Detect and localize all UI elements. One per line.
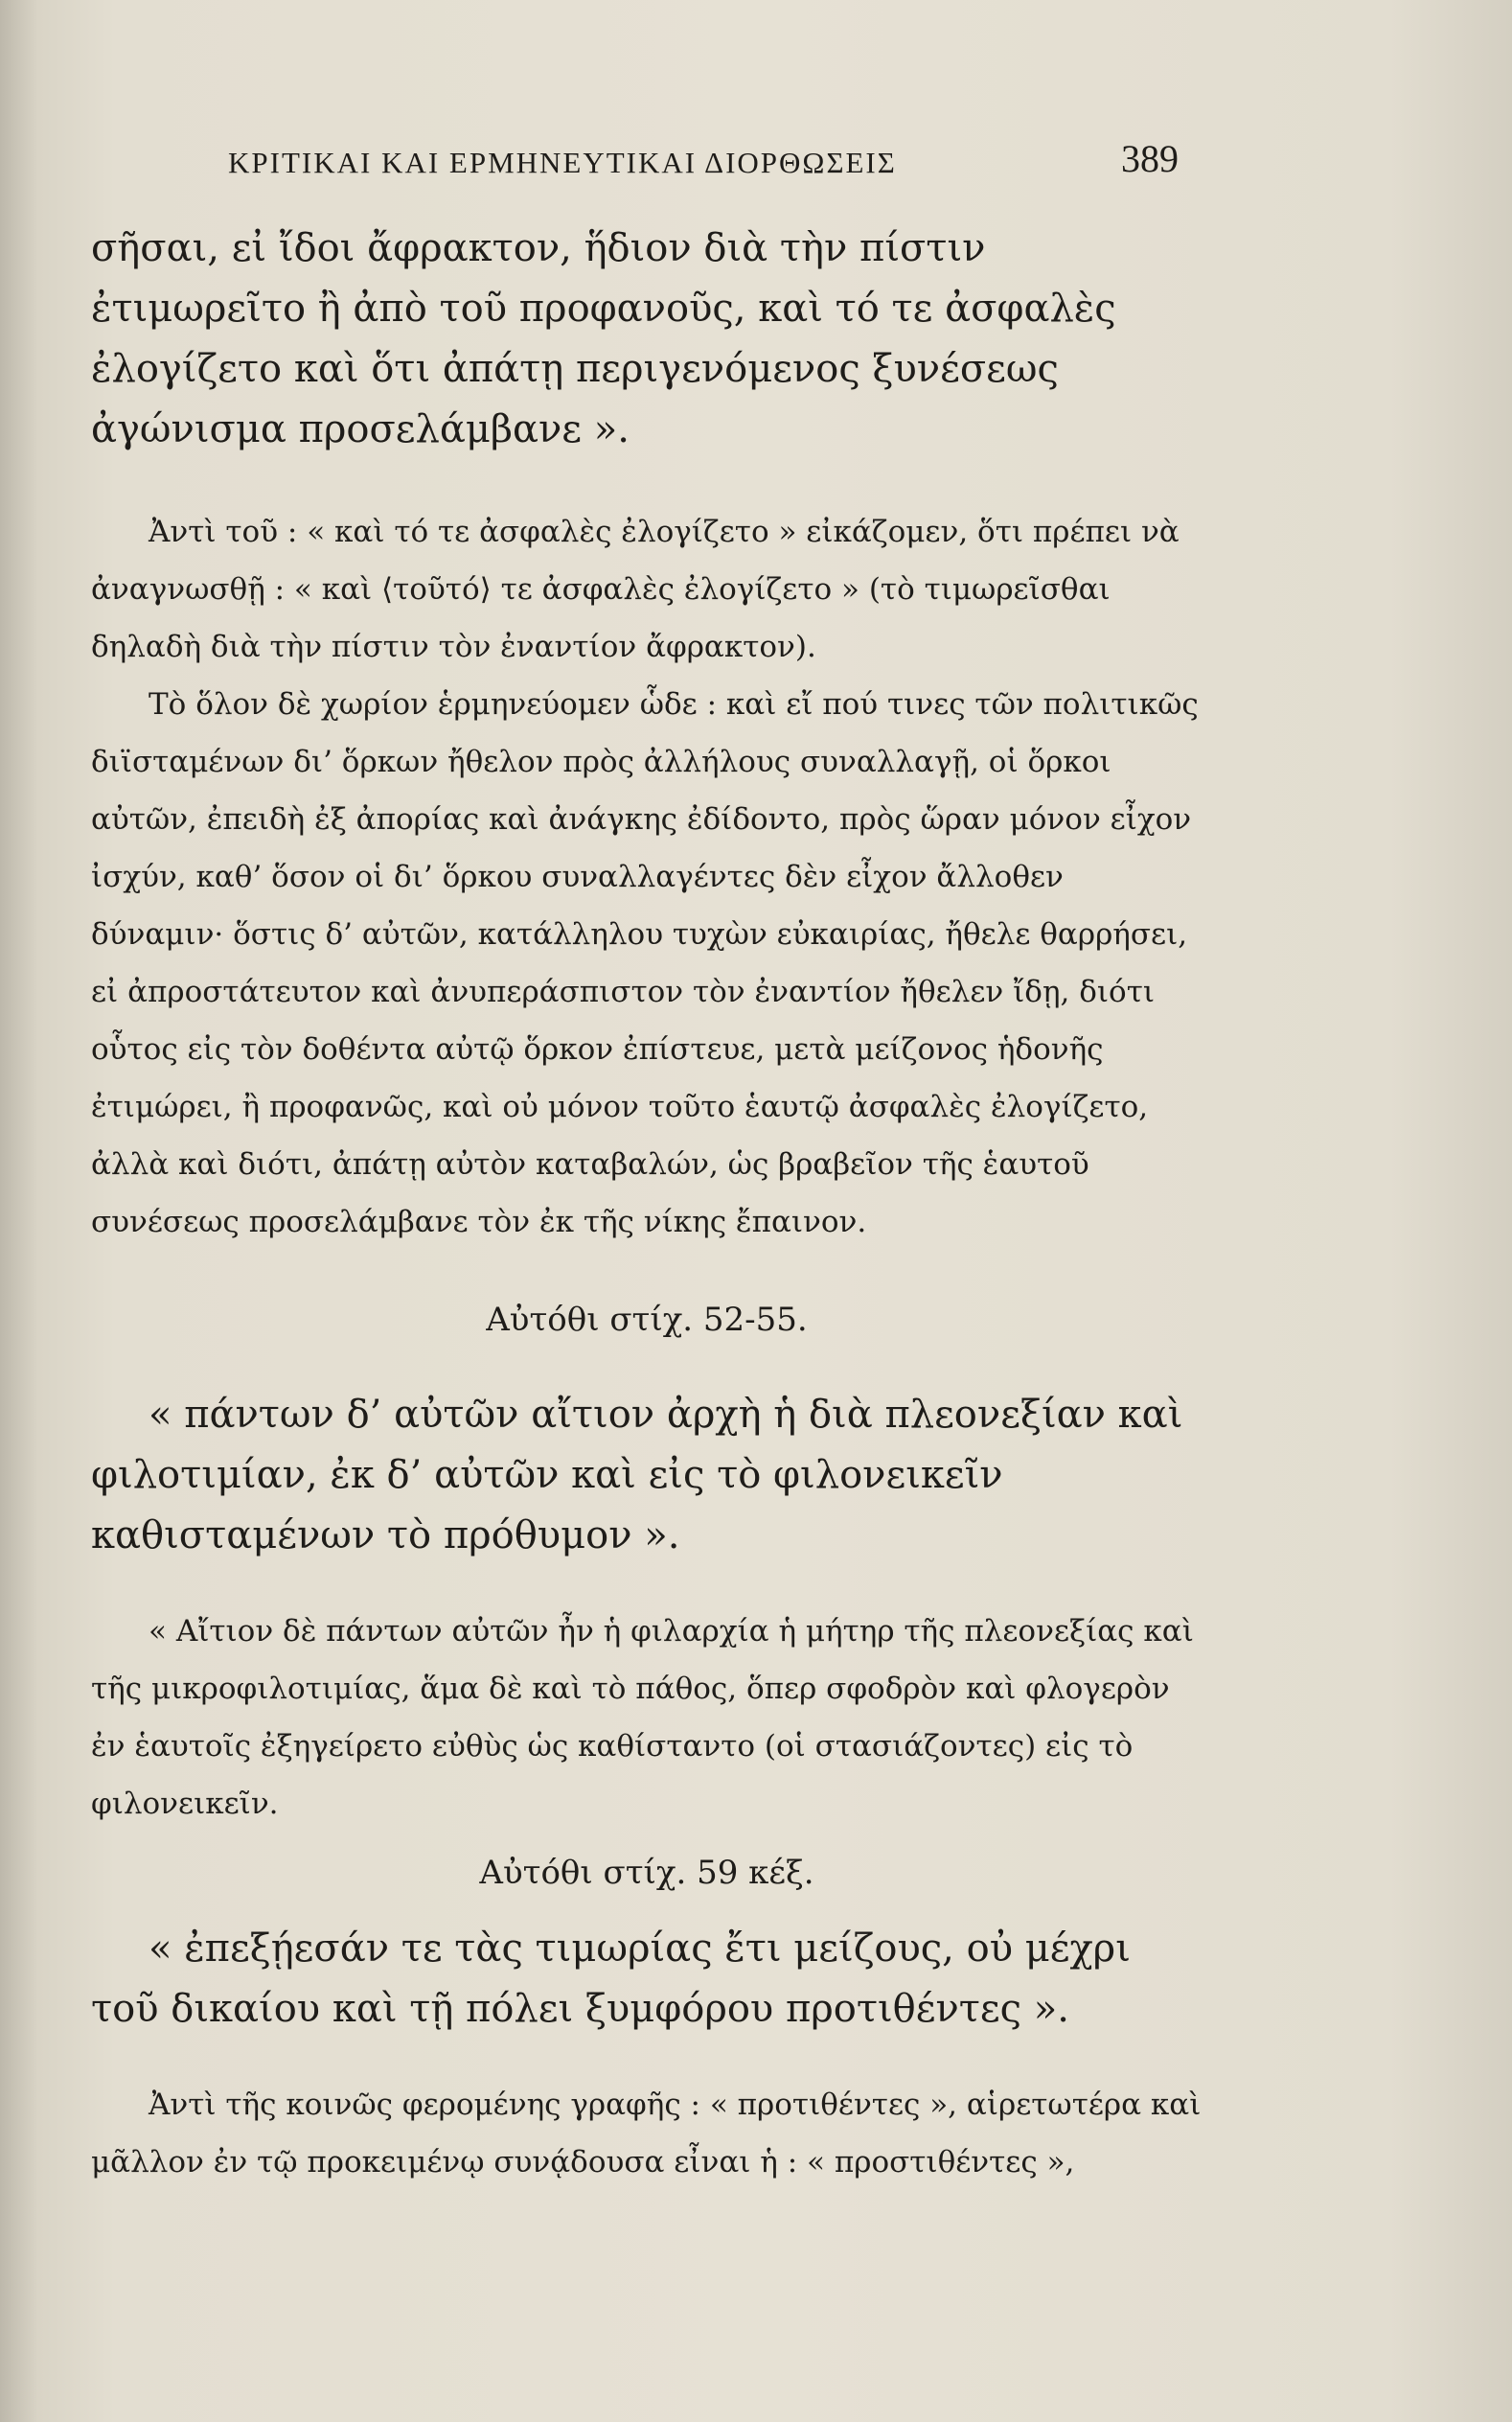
running-head (91, 125, 1203, 182)
section-heading-2: Αὐτόθι στίχ. 59 κέξ. (479, 1854, 814, 1892)
quote-paragraph-3: « ἐπεξῄεσάν τε τὰς τιμωρίας ἔτι μείζους, οὐ μέχρι τοῦ δικαίου καὶ τῇ πόλει ξυμφόρου προτιθέντες ». (91, 1926, 1131, 2031)
commentary-paragraph-3: « Αἴτιον δὲ πάντων αὐτῶν ἦν ἡ φιλαρχία ἡ μήτηρ τῆς πλεονεξίας καὶ τῆς μικροφιλοτιμίας, ἅμα δὲ καὶ τὸ πάθος, ὅπερ σφοδρὸν καὶ φλογερὸν ἐν ἑαυτοῖς ἐξηγείρετο εὐθὺς ὡς καθίσταντο (οἱ στασιάζοντες) εἰς τὸ φιλονεικεῖν. (91, 1614, 1194, 1821)
page-number: 389 (1121, 137, 1179, 180)
page-text (91, 125, 1203, 2191)
commentary-paragraph-1: Ἀντὶ τοῦ : « καὶ τό τε ἀσφαλὲς ἐλογίζετο » εἰκάζομεν, ὅτι πρέπει νὰ ἀναγνωσθῇ : « καὶ ⟨τοῦτό⟩ τε ἀσφαλὲς ἐλογίζετο » (τὸ τιμωρεῖσθαι δηλαδὴ διὰ τὴν πίστιν τὸν ἐναντίον ἄφρακτον). (91, 515, 1180, 664)
quote-paragraph-1: σῆσαι, εἰ ἴδοι ἄφρακτον, ἥδιον διὰ τὴν πίστιν ἐτιμωρεῖτο ἢ ἀπὸ τοῦ προφανοῦς, καὶ τό τε ἀσφαλὲς ἐλογίζετο καὶ ὅτι ἀπάτῃ περιγενόμενος ξυνέσεως ἀγώνισμα προσελάμβανε ». (91, 226, 1116, 451)
commentary-paragraph-4: Ἀντὶ τῆς κοινῶς φερομένης γραφῆς : « προτιθέντες », αἱρετωτέρα καὶ μᾶλλον ἐν τῷ προκειμένῳ συνᾴδουσα εἶναι ἡ : « προστιθέντες », (91, 2088, 1202, 2180)
running-title: ΚΡΙΤΙΚΑΙ ΚΑΙ ΕΡΜΗΝΕΥΤΙΚΑΙ ΔΙΟΡΘΩΣΕΙΣ (228, 146, 897, 179)
commentary-paragraph-2: Τὸ ὅλον δὲ χωρίον ἑρμηνεύομεν ὧδε : καὶ εἴ πού τινες τῶν πολιτικῶς διϊσταμένων δι’ ὅρκων ἤθελον πρὸς ἀλλήλους συναλλαγῇ, οἱ ὅρκοι αὐτῶν, ἐπειδὴ ἐξ ἀπορίας καὶ ἀνάγκης ἐδίδοντο, πρὸς ὥραν μόνον εἶχον ἰσχύν, καθ’ ὅσον οἱ δι’ ὅρκου συναλλαγέντες δὲν εἶχον ἄλλοθεν δύναμιν· ὅστις δ’ αὐτῶν, κατάλληλου τυχὼν εὐκαιρίας, ἤθελε θαρρήσει, εἰ ἀπροστάτευτον καὶ ἀνυπεράσπιστον τὸν ἐναντίον ἤθελεν ἴδῃ, διότι οὗτος εἰς τὸν δοθέντα αὐτῷ ὅρκον ἐπίστευε, μετὰ μείζονος ἡδονῆς ἐτιμώρει, ἢ προφανῶς, καὶ οὐ μόνον τοῦτο ἑαυτῷ ἀσφαλὲς ἐλογίζετο, ἀλλὰ καὶ διότι, ἀπάτῃ αὐτὸν καταβαλών, ὡς βραβεῖον τῆς ἑαυτοῦ συνέσεως προσελάμβανε τὸν ἐκ τῆς νίκης ἔπαινον. (91, 687, 1199, 1239)
quote-paragraph-2: « πάντων δ’ αὐτῶν αἴτιον ἀρχὴ ἡ διὰ πλεονεξίαν καὶ φιλοτιμίαν, ἐκ δ’ αὐτῶν καὶ εἰς τὸ φιλονεικεῖν καθισταμένων τὸ πρόθυμον ». (91, 1393, 1183, 1557)
section-heading-1: Αὐτόθι στίχ. 52-55. (486, 1301, 808, 1339)
